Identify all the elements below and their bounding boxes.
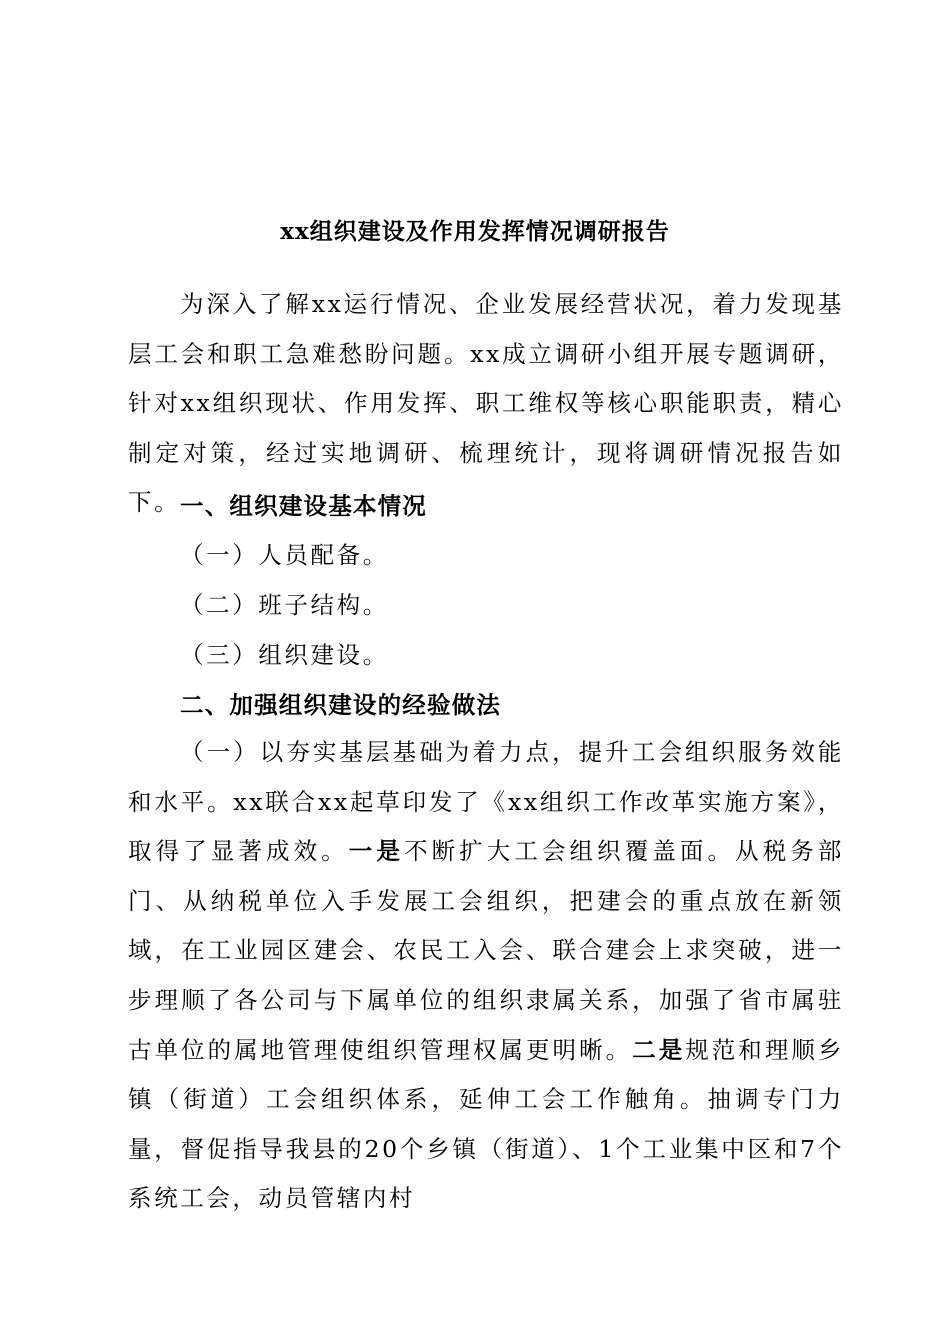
section-1-item-3: （三）组织建设。 xyxy=(180,641,389,669)
section-1-heading: 一、组织建设基本情况 xyxy=(180,492,427,520)
section-2-heading: 二、加强组织建设的经验做法 xyxy=(180,691,502,719)
section-2-bold-marker-2: 二是 xyxy=(632,1035,686,1064)
section-2-paragraph xyxy=(128,728,844,1224)
intro-paragraph: 为深入了解xx运行情况、企业发展经营状况，着力发现基层工会和职工急难愁盼问题。xx成立调研小组开展专题调研，针对xx组织现状、作用发挥、职工维权等核心职能职责，精心制定对策，经过实地调研、梳理统计，现将调研情况报告如下。 xyxy=(128,290,844,517)
section-2-text-part-1: （一）以夯实基层基础为着力点，提升工会组织服务效能和水平。xx联合xx起草印发了《xx组织工作改革实施方案》，取得了显著成效。 xyxy=(128,738,844,866)
section-1-item-2: （二）班子结构。 xyxy=(180,591,389,619)
section-2-text-part-3: 规范和理顺乡镇（街道）工会组织体系，延伸工会工作触角。抽调专门力量，督促指导我县的20个乡镇（街道）、1个工业集中区和7个系统工会，动员管辖内村 xyxy=(128,1035,845,1213)
section-2-text-part-2: 不断扩大工会组织覆盖面。从税务部门、从纳税单位入手发展工会组织，把建会的重点放在新领域，在工业园区建会、农民工入会、联合建会上求突破，进一步理顺了各公司与下属单位的组织隶属关系，加强了省市属驻古单位的属地管理使组织管理权属更明晰。 xyxy=(128,837,844,1064)
section-1-item-1: （一）人员配备。 xyxy=(180,541,389,569)
section-2-bold-marker-1: 一是 xyxy=(348,837,404,866)
document-title: xx组织建设及作用发挥情况调研报告 xyxy=(280,218,670,245)
